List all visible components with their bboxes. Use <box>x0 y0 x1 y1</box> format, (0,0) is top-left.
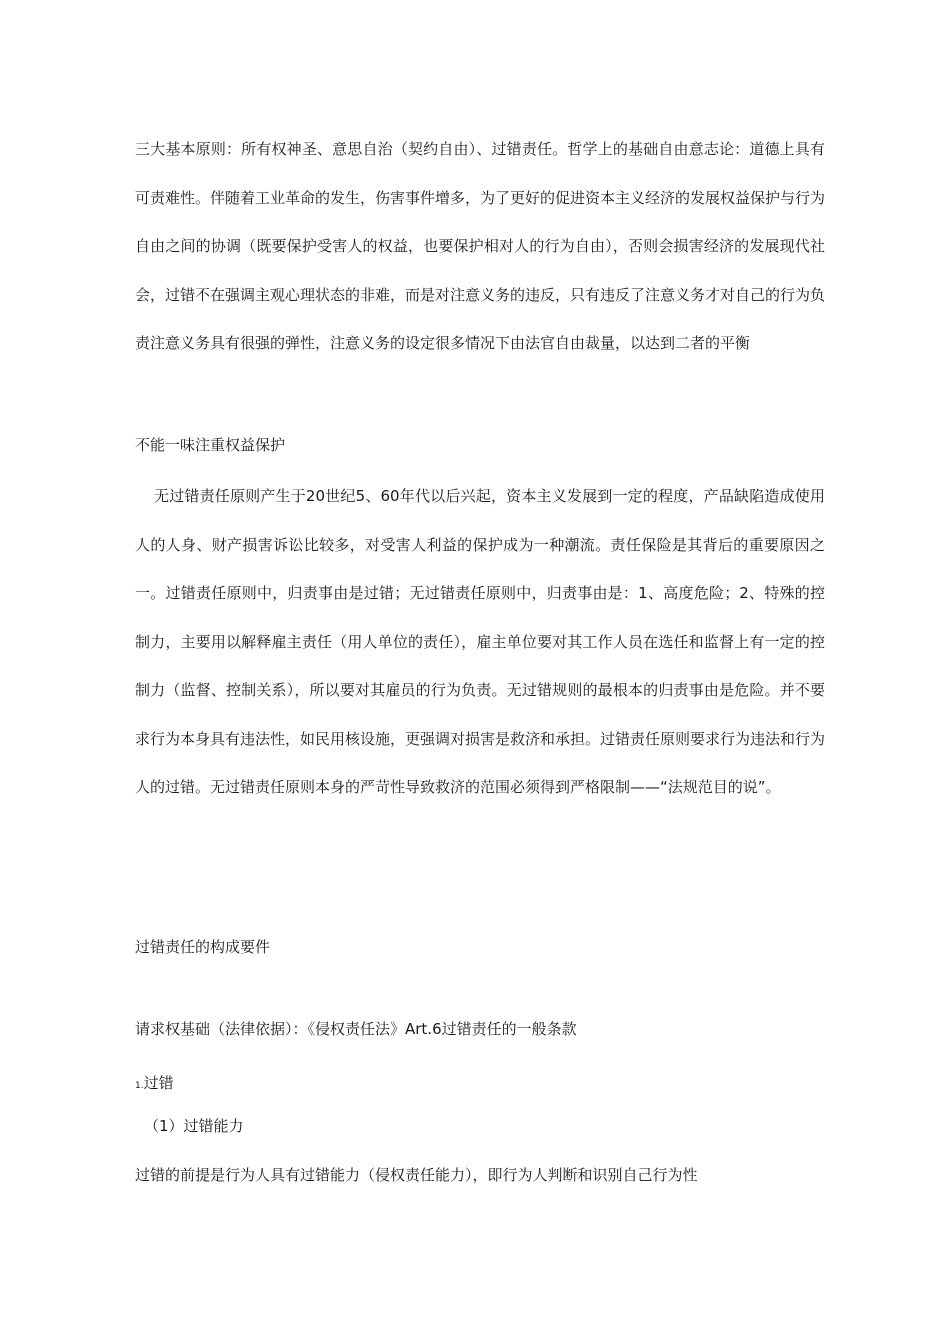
list-item-label: 过错 <box>143 1074 174 1092</box>
list-item-number: 1. <box>135 1081 144 1091</box>
heading-fault-liability-elements: 过错责任的构成要件 <box>135 938 271 956</box>
paragraph-principles: 三大基本原则：所有权神圣、意思自治（契约自由）、过错责任。哲学上的基础自由意志论：道德上具有可责难性。伴随着工业革命的发生，伤害事件增多，为了更好的促进资本主义经济的发展权益保护与行为自由之间的协调（既要保护受害人的权益，也要保护相对人的行为自由），否则会损害经济的发展现代社会，过错不在强调主观心理状态的非难，而是对注意义务的违反，只有违反了注意义务才对自己的行为负责注意义务具有很强的弹性，注意义务的设定很多情况下由法官自由裁量，以达到二者的平衡 <box>135 140 826 352</box>
paragraph-no-fault-liability: 无过错责任原则产生于20世纪5、60年代以后兴起，资本主义发展到一定的程度，产品缺陷造成使用人的人身、财产损害诉讼比较多，对受害人利益的保护成为一种潮流。责任保险是其背后的重要原因之一。过错责任原则中，归责事由是过错；无过错责任原则中，归责事由是：1、高度危险；2、特殊的控制力，主要用以解释雇主责任（用人单位的责任），雇主单位要对其工作人员在选任和监督上有一定的控制力（监督、控制关系），所以要对其雇员的行为负责。无过错规则的最根本的归责事由是危险。并不要求行为本身具有违法性，如民用核设施，更强调对损害是救济和承担。过错责任原则要求行为违法和行为人的过错。无过错责任原则本身的严苛性导致救济的范围必须得到严格限制——“法规范目的说”。 <box>135 487 826 796</box>
list-item-fault <box>135 1072 174 1097</box>
paragraph-fault-capacity: 过错的前提是行为人具有过错能力（侵权责任能力），即行为人判断和识别自己行为性 <box>135 1166 698 1184</box>
subitem-fault-capacity: （1）过错能力 <box>144 1117 244 1135</box>
line-rights-protection: 不能一味注重权益保护 <box>135 436 286 454</box>
claim-basis-line: 请求权基础（法律依据）：《侵权责任法》Art.6过错责任的一般条款 <box>135 1020 577 1038</box>
